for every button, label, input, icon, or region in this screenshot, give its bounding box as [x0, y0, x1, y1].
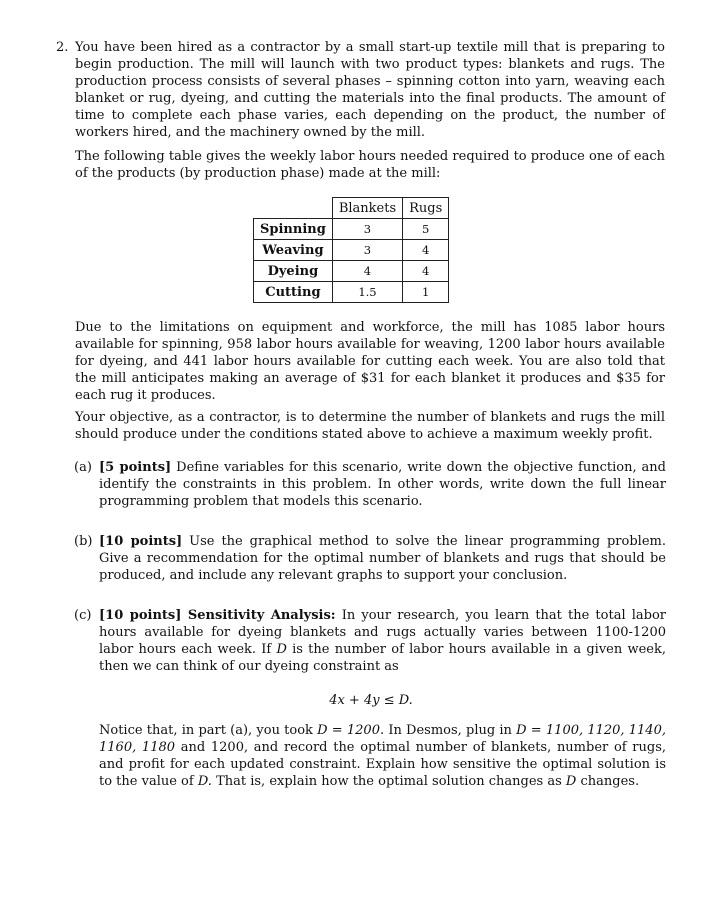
intro-paragraph: You have been hired as a contractor by a small start-up textile mill that is preparing to begin production. The mill will launch with two product types: blankets and rugs. The production process consists of several phases – spinning cotton into yarn, weaving each blanket or rug, dyeing, and cutting the materials into the final products. The amount of time to complete each phase varies, each depending on the product, the number of workers hired, and the machinery owned by the mill.	[75, 40, 665, 140]
part-b-points: [10 points]	[99, 534, 183, 549]
part-c-text-2: is the number of labor hours available in a given week, then we can think of our dyeing constraint as	[99, 642, 666, 674]
row-header-cutting: Cutting	[254, 282, 333, 303]
table-intro-paragraph: The following table gives the weekly labor hours needed required to produce one of each of the products (by production phase) made at the mill:	[75, 149, 665, 181]
part-c-body	[99, 607, 666, 675]
row-header-spinning: Spinning	[254, 219, 333, 240]
cell-spinning-rugs: 5	[403, 219, 449, 240]
part-c-points: [10 points] Sensitivity Analysis:	[99, 608, 336, 623]
part-a-points: [5 points]	[99, 460, 172, 475]
part-b-body	[99, 533, 666, 584]
row-header-weaving: Weaving	[254, 240, 333, 261]
cell-cutting-rugs: 1	[403, 282, 449, 303]
column-header-rugs: Rugs	[403, 198, 449, 219]
column-header-blankets: Blankets	[332, 198, 402, 219]
table-row	[254, 240, 449, 261]
notice-text-4: That is, explain how the optimal solution changes as	[216, 774, 562, 789]
part-b	[74, 533, 666, 584]
notice-text-5: changes.	[580, 774, 640, 789]
cell-dyeing-blankets: 4	[332, 261, 402, 282]
table-row	[254, 282, 449, 303]
notice-eq-1: D = 1200.	[317, 723, 385, 738]
dyeing-constraint-equation	[0, 692, 716, 709]
table-row	[254, 219, 449, 240]
part-b-label: (b)	[74, 534, 93, 549]
cell-spinning-blankets: 3	[332, 219, 402, 240]
equation-text: 4x + 4y ≤ D.	[329, 693, 413, 708]
notice-text-1: Notice that, in part (a), you took	[99, 723, 313, 738]
notice-var-d-2: D	[565, 774, 577, 789]
table-corner	[254, 198, 333, 219]
cell-cutting-blankets: 1.5	[332, 282, 402, 303]
part-c	[74, 607, 666, 675]
objective-paragraph: Your objective, as a contractor, is to determine the number of blankets and rugs the mill should produce under the conditions stated above to achieve a maximum weekly profit.	[75, 410, 665, 442]
part-a-text: Define variables for this scenario, write down the objective function, and identify the constraints in this problem. In other words, write down the full linear programming problem that models this scenario.	[99, 460, 666, 509]
cell-dyeing-rugs: 4	[403, 261, 449, 282]
part-c-notice-body	[99, 722, 666, 790]
constraints-paragraph: Due to the limitations on equipment and workforce, the mill has 1085 labor hours available for spinning, 958 labor hours available for weaving, 1200 labor hours available for dyeing, and 441 labor hours available for cutting each week. You are also told that the mill anticipates making an average of $31 for each blanket it produces and $35 for each rug it produces.	[75, 320, 665, 403]
part-a-label: (a)	[74, 460, 92, 475]
part-c-label: (c)	[74, 608, 92, 623]
table-row	[254, 261, 449, 282]
notice-text-3: and 1200, and record the optimal number of blankets, number of rugs, and profit for each updated constraint. Explain how sensitive the optimal solution is to the value of	[99, 740, 667, 789]
part-c-var-d: D	[276, 642, 287, 657]
part-b-text: Use the graphical method to solve the linear programming problem. Give a recommendation for the optimal number of blankets and rugs that should be produced, and include any relevant graphs to support your conclusion.	[99, 534, 666, 583]
part-a	[74, 459, 666, 510]
cell-weaving-blankets: 3	[332, 240, 402, 261]
notice-var-d: D.	[197, 774, 212, 789]
part-c-text-1: In your research, you learn that the total labor hours available for dyeing blankets and rugs actually varies between 1100-1200 labor hours each week. If	[99, 608, 666, 657]
part-c-notice	[74, 722, 666, 790]
notice-eq-2: D = 1100, 1120, 1140, 1160, 1180	[99, 723, 666, 755]
table-header-row	[254, 198, 449, 219]
question-number: 2.	[56, 40, 69, 55]
row-header-dyeing: Dyeing	[254, 261, 333, 282]
part-a-body	[99, 459, 666, 510]
notice-text-2: In Desmos, plug in	[388, 723, 512, 738]
cell-weaving-rugs: 4	[403, 240, 449, 261]
labor-hours-table	[253, 197, 449, 303]
